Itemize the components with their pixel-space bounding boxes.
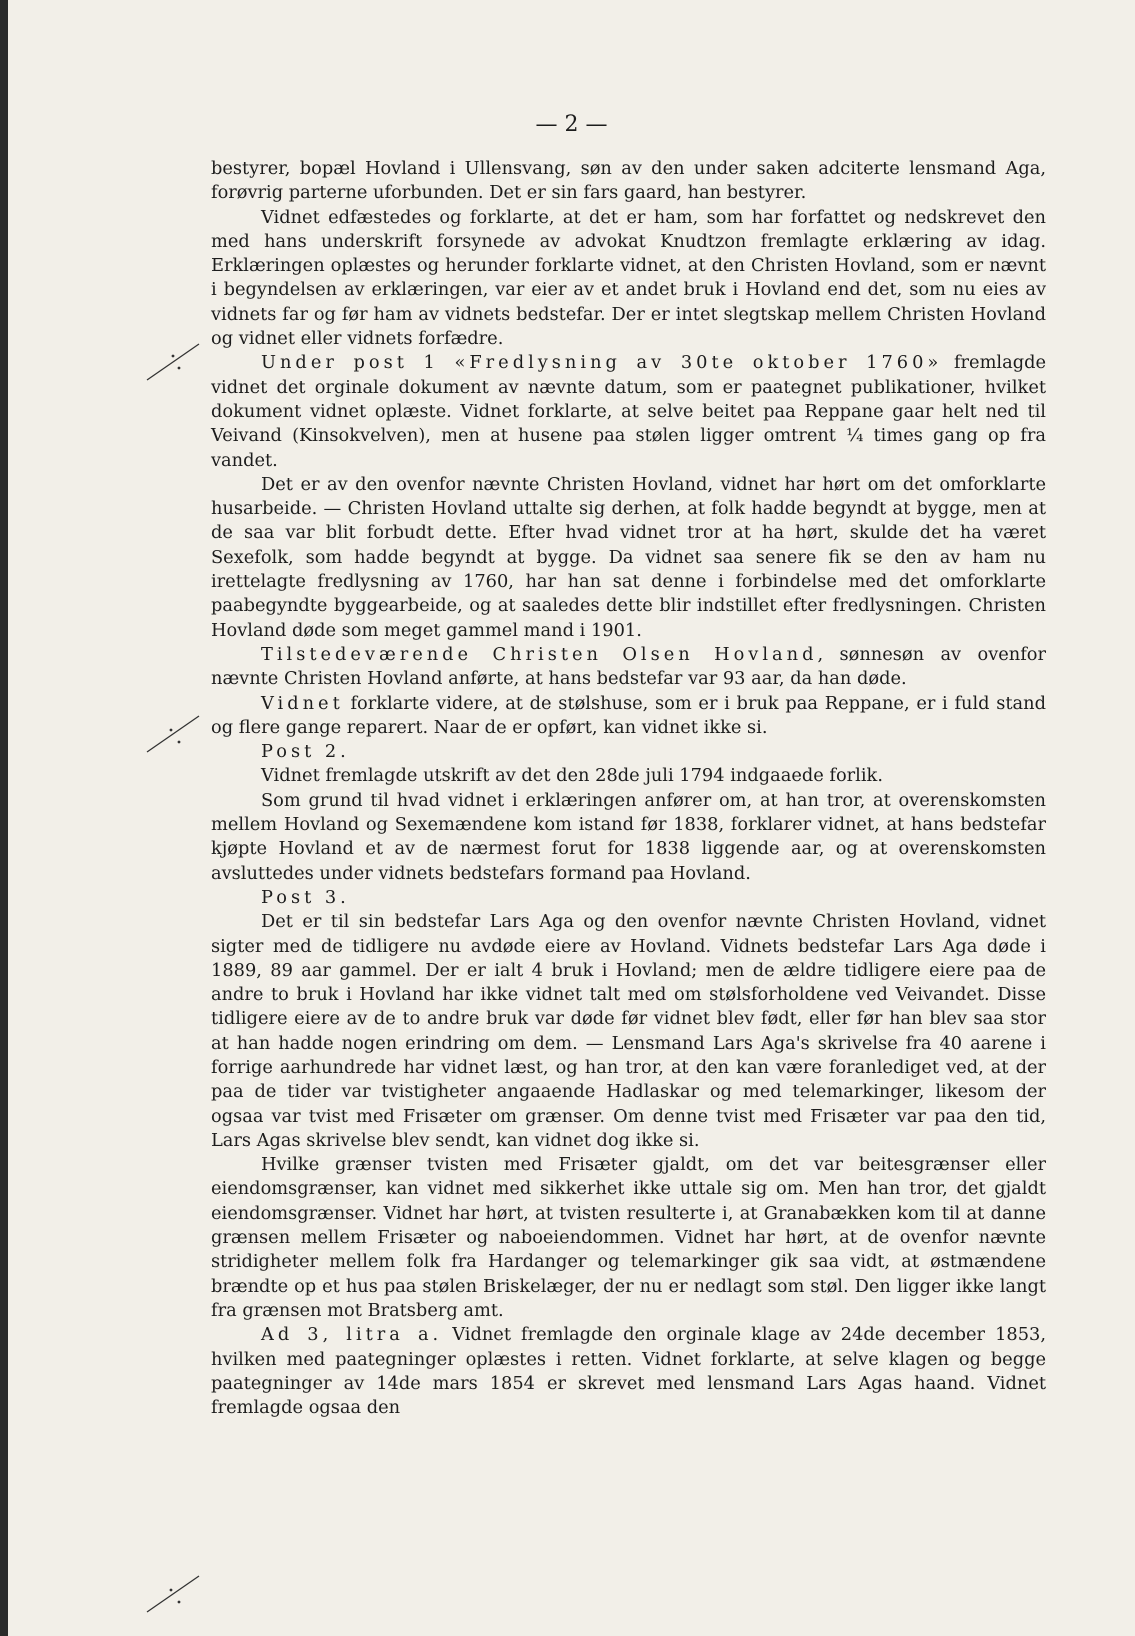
margin-check-mark-2 bbox=[143, 712, 203, 757]
paragraph bbox=[211, 157, 1046, 206]
paragraph-text: fremlagde vidnet det orginale dokument av nævnte datum, som er paategnet publikationer, hvilket dokument vidnet oplæste. Vidnet forklarte, at selve beitet paa Reppane gaar helt ned til Veivand (Kinsokvelven), men at husene paa stølen ligger omtrent ¼ times gang op fra vandet. bbox=[211, 352, 1046, 471]
page-number: — 2 — bbox=[535, 112, 608, 137]
paragraph-text: Vidnet fremlagde utskrift av det den 28de juli 1794 indgaaede forlik. bbox=[261, 765, 883, 787]
spaced-heading: Vidnet bbox=[261, 692, 344, 714]
paragraph bbox=[211, 206, 1046, 352]
spaced-heading: Post 2. bbox=[261, 741, 350, 763]
paragraph-text: forklarte videre, at de stølshuse, som er i bruk paa Reppane, er i fuld stand og flere gange reparert. Naar de er opført, kan vidnet ikke si. bbox=[211, 692, 1046, 738]
paragraph-text: Som grund til hvad vidnet i erklæringen anfører om, at han tror, at overenskomsten mellem Hovland og Sexemændene kom istand før 1838, forklarer vidnet, at hans bedstefar kjøpte Hovland et av de nærmest forut for 1838 liggende aar, og at overenskomsten avsluttedes under vidnets bedstefars formand paa Hovland. bbox=[211, 789, 1046, 884]
document-body bbox=[211, 157, 1046, 1420]
paragraph bbox=[211, 473, 1046, 643]
paragraph bbox=[211, 643, 1046, 692]
paragraph bbox=[211, 1153, 1046, 1323]
paragraph bbox=[211, 886, 1046, 910]
paragraph-text: Hvilke grænser tvisten med Frisæter gjaldt, om det var beitesgrænser eller eiendomsgrænser, kan vidnet med sikkerhet ikke uttale sig om. Men han tror, det gjaldt eiendomsgrænser. Vidnet har hørt, at tvisten resulterte i, at Granabækken kom til at danne grænsen mellem Frisæter og naboeiendommen. Vidnet har hørt, at de ovenfor nævnte stridigheter mellem folk fra Hardanger og telemarkinger gik saa vidt, at østmændene brændte op et hus paa stølen Briskelæger, der nu er nedlagt som støl. Den ligger ikke langt fra grænsen mot Bratsberg amt. bbox=[211, 1154, 1046, 1321]
paragraph bbox=[211, 351, 1046, 472]
spaced-heading: Under post 1 «Fredlysning av 30te oktober 1760» bbox=[261, 352, 943, 374]
spaced-heading: Tilstedeværende Christen Olsen Hovland bbox=[261, 643, 818, 665]
paragraph-text: Det er av den ovenfor nævnte Christen Hovland, vidnet har hørt om det omforklarte husarbeide. — Christen Hovland uttalte sig derhen, at folk hadde begyndt at bygge, men at de saa var blit forbudt dette. Efter hvad vidnet tror at ha hørt, skulde det ha været Sexefolk, som hadde begyndt at bygge. Da vidnet saa senere fik se den av ham nu irettelagte fredlysning av 1760, har han sat denne i forbindelse med det omforklarte paabegyndte byggearbeide, og at saaledes dette blir indstillet efter fredlysningen. Christen Hovland døde som meget gammel mand i 1901. bbox=[211, 473, 1046, 641]
paragraph bbox=[211, 910, 1046, 1153]
spaced-heading: Post 3. bbox=[261, 886, 350, 908]
paragraph bbox=[211, 789, 1046, 886]
paragraph bbox=[211, 764, 1046, 788]
paragraph-text: Vidnet fremlagde den orginale klage av 24de december 1853, hvilken med paategninger oplæstes i retten. Vidnet forklarte, at selve klagen og begge paategninger av 14de mars 1854 er skrevet med lensmand Lars Agas haand. Vidnet fremlagde ogsaa den bbox=[211, 1324, 1046, 1419]
spaced-heading: Ad 3, litra a. bbox=[261, 1324, 443, 1346]
paragraph-text: bestyrer, bopæl Hovland i Ullensvang, søn av den under saken adciterte lensmand Aga, forøvrig parterne uforbunden. Det er sin fars gaard, han bestyrer. bbox=[211, 158, 1046, 204]
paragraph-text: Det er til sin bedstefar Lars Aga og den ovenfor nævnte Christen Hovland, vidnet sigter med de tidligere nu avdøde eiere av Hovland. Vidnets bedstefar Lars Aga døde i 1889, 89 aar gammel. Der er ialt 4 bruk i Hovland; men de ældre tidligere eiere paa de andre to bruk i Hovland har ikke vidnet talt med om stølsforholdene ved Veivandet. Disse tidligere eiere av de to andre bruk var døde før vidnet blev født, eller før han blev saa stor at han hadde nogen erindring om dem. — Lensmand Lars Aga's skrivelse fra 40 aarene i forrige aarhundrede har vidnet læst, og han tror, at den kan være foranlediget ved, at der paa de tider var tvistigheter angaaende Hadlaskar og med telemarkinger, likesom der ogsaa var tvist med Frisæter om grænser. Om denne tvist med Frisæter var paa den tid, Lars Agas skrivelse blev sendt, kan vidnet dog ikke si. bbox=[211, 911, 1046, 1151]
paragraph bbox=[211, 740, 1046, 764]
paragraph-text: Vidnet edfæstedes og forklarte, at det er ham, som har forfattet og nedskrevet den med hans underskrift forsynede av advokat Knudtzon fremlagte erklæring av idag. Erklæringen oplæstes og herunder forklarte vidnet, at den Christen Hovland, som er nævnt i begyndelsen av erklæringen, var eier av et andet bruk i Hovland end det, som nu eies av vidnets far og før ham av vidnets bedstefar. Der er intet slegtskap mellem Christen Hovland og vidnet eller vidnets forfædre. bbox=[211, 206, 1046, 350]
paragraph bbox=[211, 1323, 1046, 1420]
margin-check-mark-3 bbox=[143, 1572, 203, 1617]
paragraph bbox=[211, 692, 1046, 741]
document-page bbox=[8, 0, 1135, 1636]
paragraph-text: , sønnesøn av ovenfor nævnte Christen Hovland anførte, at hans bedstefar var 93 aar, da han døde. bbox=[211, 643, 1047, 690]
margin-check-mark-1 bbox=[143, 340, 203, 385]
